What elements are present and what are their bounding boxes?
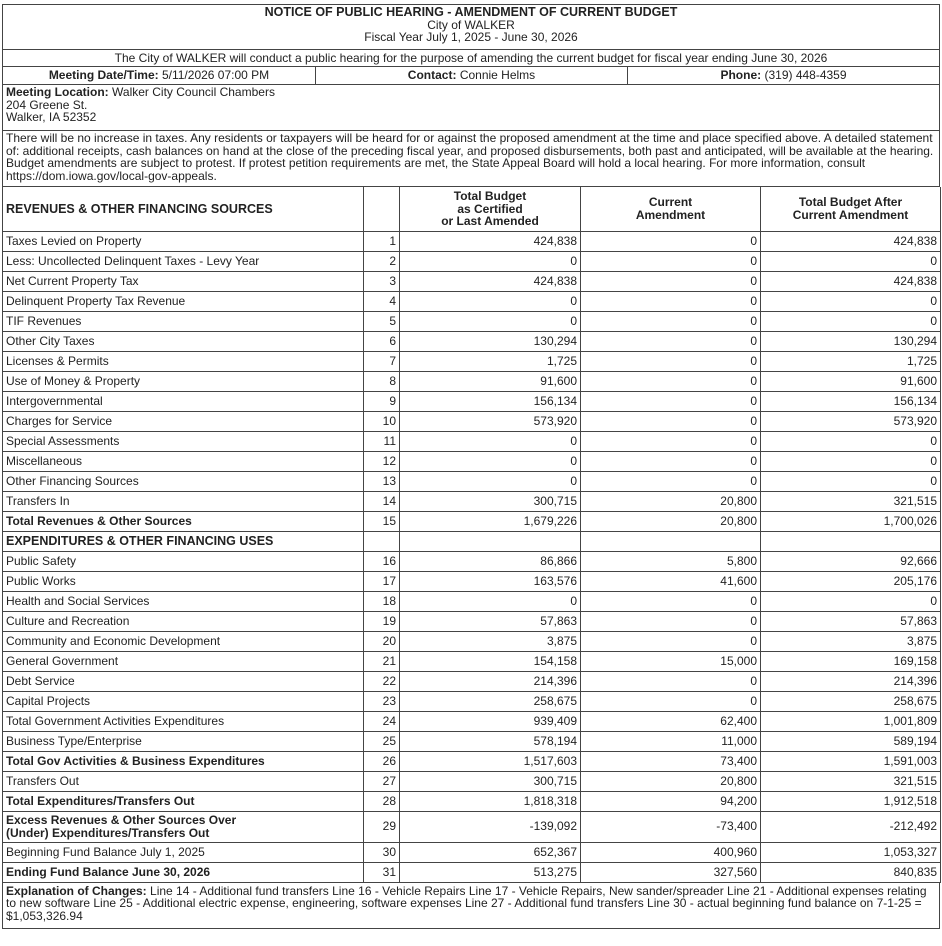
table-row <box>3 591 941 611</box>
row-label: General Government <box>3 651 364 671</box>
row-line-number: 20 <box>364 631 400 651</box>
row-amendment-value: 20,800 <box>581 511 761 531</box>
row-label: Miscellaneous <box>3 451 364 471</box>
row-label: Public Safety <box>3 551 364 571</box>
row-label: Ending Fund Balance June 30, 2026 <box>3 862 364 882</box>
row-amendment-value: 0 <box>581 631 761 651</box>
row-amendment-value: 5,800 <box>581 551 761 571</box>
table-row <box>3 791 941 811</box>
excess-section <box>3 811 941 842</box>
row-label: Charges for Service <box>3 411 364 431</box>
row-budget-value: 1,679,226 <box>400 511 581 531</box>
table-row <box>3 842 941 862</box>
row-budget-value: 0 <box>400 471 581 491</box>
fiscal-year: Fiscal Year July 1, 2025 - June 30, 2026 <box>364 30 578 44</box>
row-budget-value: 573,920 <box>400 411 581 431</box>
row-label: Delinquent Property Tax Revenue <box>3 291 364 311</box>
row-line-number: 22 <box>364 671 400 691</box>
row-amendment-value: 15,000 <box>581 651 761 671</box>
contact-label: Contact: <box>407 68 457 82</box>
row-amendment-value: 0 <box>581 471 761 491</box>
table-row <box>3 611 941 631</box>
row-after-value: 321,515 <box>761 491 941 511</box>
row-budget-value: 156,134 <box>400 391 581 411</box>
row-amendment-value: 0 <box>581 311 761 331</box>
row-amendment-value: 0 <box>581 691 761 711</box>
meeting-location <box>2 85 940 131</box>
location-line3: Walker, IA 52352 <box>6 110 97 124</box>
row-label: Net Current Property Tax <box>3 271 364 291</box>
row-after-value: 0 <box>761 431 941 451</box>
row-amendment-value: 20,800 <box>581 771 761 791</box>
row-budget-value: 513,275 <box>400 862 581 882</box>
row-budget-value: 130,294 <box>400 331 581 351</box>
table-row <box>3 651 941 671</box>
row-after-value: 0 <box>761 591 941 611</box>
row-label: Less: Uncollected Delinquent Taxes - Levy Year <box>3 251 364 271</box>
row-budget-value: 86,866 <box>400 551 581 571</box>
row-budget-value: 154,158 <box>400 651 581 671</box>
row-line-number: 9 <box>364 391 400 411</box>
row-label: Capital Projects <box>3 691 364 711</box>
row-after-value: 156,134 <box>761 391 941 411</box>
row-after-value: 1,700,026 <box>761 511 941 531</box>
row-label: Public Works <box>3 571 364 591</box>
budget-table <box>2 187 941 883</box>
row-label: Total Revenues & Other Sources <box>3 511 364 531</box>
row-line-number: 24 <box>364 711 400 731</box>
row-after-value: 321,515 <box>761 771 941 791</box>
row-label: Health and Social Services <box>3 591 364 611</box>
row-line-number: 3 <box>364 271 400 291</box>
row-after-value: 0 <box>761 291 941 311</box>
table-header-row <box>3 187 941 231</box>
row-after-value: 424,838 <box>761 271 941 291</box>
row-amendment-value: 0 <box>581 431 761 451</box>
row-line-number: 17 <box>364 571 400 591</box>
row-budget-value: 652,367 <box>400 842 581 862</box>
row-line-number: 15 <box>364 511 400 531</box>
row-line-number: 1 <box>364 231 400 251</box>
row-budget-value: 0 <box>400 431 581 451</box>
row-amendment-value: 0 <box>581 351 761 371</box>
row-budget-value: 0 <box>400 291 581 311</box>
row-budget-value: 0 <box>400 591 581 611</box>
row-budget-value: 1,818,318 <box>400 791 581 811</box>
row-line-number: 14 <box>364 491 400 511</box>
row-label: Business Type/Enterprise <box>3 731 364 751</box>
row-after-value: 1,591,003 <box>761 751 941 771</box>
row-amendment-value: 62,400 <box>581 711 761 731</box>
revenue-rows <box>3 231 941 531</box>
table-row <box>3 251 941 271</box>
row-line-number: 4 <box>364 291 400 311</box>
row-after-value: 92,666 <box>761 551 941 571</box>
row-label: Other Financing Sources <box>3 471 364 491</box>
expenditures-header: EXPENDITURES & OTHER FINANCING USES <box>3 531 364 551</box>
table-row <box>3 691 941 711</box>
expenditure-rows <box>3 551 941 811</box>
table-row <box>3 291 941 311</box>
phone-label: Phone: <box>720 68 762 82</box>
row-label: Transfers Out <box>3 771 364 791</box>
row-amendment-value: 73,400 <box>581 751 761 771</box>
row-label: Community and Economic Development <box>3 631 364 651</box>
row-budget-value: 3,875 <box>400 631 581 651</box>
row-budget-value: 0 <box>400 451 581 471</box>
row-after-value: 424,838 <box>761 231 941 251</box>
row-amendment-value: 0 <box>581 331 761 351</box>
row-after-value: 57,863 <box>761 611 941 631</box>
row-label: Excess Revenues & Other Sources Over (Under) Expenditures/Transfers Out <box>3 811 364 842</box>
table-row <box>3 671 941 691</box>
expenditures-section <box>3 531 941 551</box>
phone-value: (319) 448-4359 <box>764 68 847 82</box>
row-line-number: 10 <box>364 411 400 431</box>
row-line-number: 25 <box>364 731 400 751</box>
row-amendment-value: 0 <box>581 371 761 391</box>
row-amendment-value: 0 <box>581 451 761 471</box>
row-after-value: 258,675 <box>761 691 941 711</box>
table-row <box>3 231 941 251</box>
table-row <box>3 571 941 591</box>
row-amendment-value: 0 <box>581 671 761 691</box>
row-budget-value: 1,517,603 <box>400 751 581 771</box>
table-row <box>3 491 941 511</box>
location-line1: Walker City Council Chambers <box>112 85 275 99</box>
row-amendment-value: 0 <box>581 591 761 611</box>
row-after-value: 589,194 <box>761 731 941 751</box>
meeting-date-cell <box>3 67 315 84</box>
row-amendment-value: 94,200 <box>581 791 761 811</box>
row-line-number: 16 <box>364 551 400 571</box>
location-line2: 204 Greene St. <box>6 97 88 112</box>
current-amendment-header: Current Amendment <box>581 187 761 231</box>
row-budget-value: 300,715 <box>400 771 581 791</box>
table-row <box>3 391 941 411</box>
row-label: Other City Taxes <box>3 331 364 351</box>
row-after-value: 3,875 <box>761 631 941 651</box>
notice-title: NOTICE OF PUBLIC HEARING - AMENDMENT OF CURRENT BUDGET <box>264 5 678 19</box>
row-budget-value: 91,600 <box>400 371 581 391</box>
expenditures-header-row <box>3 531 941 551</box>
row-budget-value: 300,715 <box>400 491 581 511</box>
row-amendment-value: 20,800 <box>581 491 761 511</box>
row-label: Use of Money & Property <box>3 371 364 391</box>
table-row <box>3 811 941 842</box>
location-label: Meeting Location: <box>6 85 109 99</box>
table-row <box>3 751 941 771</box>
row-line-number: 31 <box>364 862 400 882</box>
row-amendment-value: 400,960 <box>581 842 761 862</box>
contact-cell <box>315 67 627 84</box>
meeting-date-value: 5/11/2026 07:00 PM <box>161 68 270 82</box>
protest-notice: There will be no increase in taxes. Any residents or taxpayers will be heard for or against the proposed amendment at the time and place specified above. A detailed statement of: additional receipts, cash balances on hand at the close of the preceding fiscal year, and proposed disbursements, both past and anticipated, will be available at the hearing. Budget amendments are subject to protest. If protest petition requirements are met, the State Appeal Board will hold a local hearing. For more information, consult https://dom.iowa.gov/local-gov-appeals. <box>2 131 940 187</box>
budget-after-header: Total Budget After Current Amendment <box>761 187 941 231</box>
row-after-value: 0 <box>761 471 941 491</box>
table-row <box>3 271 941 291</box>
row-label: TIF Revenues <box>3 311 364 331</box>
row-budget-value: 163,576 <box>400 571 581 591</box>
row-line-number: 29 <box>364 811 400 842</box>
row-budget-value: 424,838 <box>400 231 581 251</box>
table-row <box>3 731 941 751</box>
line-number-header <box>364 187 400 231</box>
row-budget-value: 57,863 <box>400 611 581 631</box>
row-line-number: 18 <box>364 591 400 611</box>
table-row <box>3 411 941 431</box>
row-budget-value: 0 <box>400 311 581 331</box>
row-label: Licenses & Permits <box>3 351 364 371</box>
row-after-value: 1,053,327 <box>761 842 941 862</box>
row-amendment-value: 0 <box>581 391 761 411</box>
revenues-header: REVENUES & OTHER FINANCING SOURCES <box>3 187 364 231</box>
meeting-date-label: Meeting Date/Time: <box>48 68 159 82</box>
table-row <box>3 471 941 491</box>
row-amendment-value: 0 <box>581 251 761 271</box>
row-budget-value: 1,725 <box>400 351 581 371</box>
row-budget-value: 0 <box>400 251 581 271</box>
table-row <box>3 862 941 882</box>
row-after-value: 0 <box>761 251 941 271</box>
row-line-number: 2 <box>364 251 400 271</box>
budget-certified-header: Total Budget as Certified or Last Amended <box>400 187 581 231</box>
row-label: Debt Service <box>3 671 364 691</box>
row-budget-value: 939,409 <box>400 711 581 731</box>
row-after-value: 130,294 <box>761 331 941 351</box>
row-after-value: -212,492 <box>761 811 941 842</box>
row-budget-value: -139,092 <box>400 811 581 842</box>
row-budget-value: 258,675 <box>400 691 581 711</box>
row-budget-value: 578,194 <box>400 731 581 751</box>
table-row <box>3 551 941 571</box>
row-after-value: 1,001,809 <box>761 711 941 731</box>
row-line-number: 11 <box>364 431 400 451</box>
row-amendment-value: 0 <box>581 611 761 631</box>
row-after-value: 214,396 <box>761 671 941 691</box>
table-row <box>3 451 941 471</box>
notice-header <box>2 4 940 50</box>
row-line-number: 8 <box>364 371 400 391</box>
contact-value: Connie Helms <box>459 68 536 82</box>
hearing-intro: The City of WALKER will conduct a public hearing for the purpose of amending the current budget for fiscal year ending June 30, 2026 <box>2 50 940 67</box>
explanation-label: Explanation of Changes: <box>6 883 147 898</box>
row-budget-value: 214,396 <box>400 671 581 691</box>
row-label: Total Expenditures/Transfers Out <box>3 791 364 811</box>
row-line-number: 28 <box>364 791 400 811</box>
row-after-value: 840,835 <box>761 862 941 882</box>
row-amendment-value: 0 <box>581 291 761 311</box>
row-after-value: 1,912,518 <box>761 791 941 811</box>
explanation-of-changes <box>2 883 940 929</box>
row-line-number: 21 <box>364 651 400 671</box>
row-after-value: 205,176 <box>761 571 941 591</box>
explanation-text: Line 14 - Additional fund transfers Line 16 - Vehicle Repairs Line 17 - Vehicle Repairs, New sander/spreader Line 21 - Additional expenses relating to new software Line 25 - Additional electric expense, engineering, software expenses Line 27 - Additional fund transfers Line 30 - actual beginning fund balance on 7-1-25 = $1,053,326.94 <box>6 883 927 923</box>
row-line-number: 19 <box>364 611 400 631</box>
row-amendment-value: 0 <box>581 411 761 431</box>
table-row <box>3 331 941 351</box>
row-label: Beginning Fund Balance July 1, 2025 <box>3 842 364 862</box>
row-label: Transfers In <box>3 491 364 511</box>
row-after-value: 1,725 <box>761 351 941 371</box>
row-label: Taxes Levied on Property <box>3 231 364 251</box>
table-row <box>3 351 941 371</box>
table-row <box>3 711 941 731</box>
city-name: City of WALKER <box>427 17 515 32</box>
row-amendment-value: 0 <box>581 231 761 251</box>
row-line-number: 7 <box>364 351 400 371</box>
row-after-value: 0 <box>761 451 941 471</box>
row-line-number: 26 <box>364 751 400 771</box>
row-label: Culture and Recreation <box>3 611 364 631</box>
row-line-number: 6 <box>364 331 400 351</box>
row-label: Intergovernmental <box>3 391 364 411</box>
row-label: Total Government Activities Expenditures <box>3 711 364 731</box>
table-row <box>3 511 941 531</box>
row-amendment-value: 0 <box>581 271 761 291</box>
row-amendment-value: -73,400 <box>581 811 761 842</box>
table-row <box>3 311 941 331</box>
row-amendment-value: 327,560 <box>581 862 761 882</box>
row-line-number: 13 <box>364 471 400 491</box>
row-amendment-value: 11,000 <box>581 731 761 751</box>
row-line-number: 23 <box>364 691 400 711</box>
row-line-number: 5 <box>364 311 400 331</box>
row-line-number: 30 <box>364 842 400 862</box>
table-row <box>3 631 941 651</box>
row-label: Total Gov Activities & Business Expenditures <box>3 751 364 771</box>
row-budget-value: 424,838 <box>400 271 581 291</box>
row-label: Special Assessments <box>3 431 364 451</box>
row-after-value: 169,158 <box>761 651 941 671</box>
row-after-value: 0 <box>761 311 941 331</box>
budget-notice-document <box>2 4 940 929</box>
table-row <box>3 371 941 391</box>
fund-balance-rows <box>3 842 941 882</box>
phone-cell <box>627 67 939 84</box>
table-row <box>3 771 941 791</box>
row-line-number: 12 <box>364 451 400 471</box>
table-row <box>3 431 941 451</box>
row-after-value: 573,920 <box>761 411 941 431</box>
row-line-number: 27 <box>364 771 400 791</box>
row-amendment-value: 41,600 <box>581 571 761 591</box>
meeting-info-row <box>2 67 940 85</box>
row-after-value: 91,600 <box>761 371 941 391</box>
